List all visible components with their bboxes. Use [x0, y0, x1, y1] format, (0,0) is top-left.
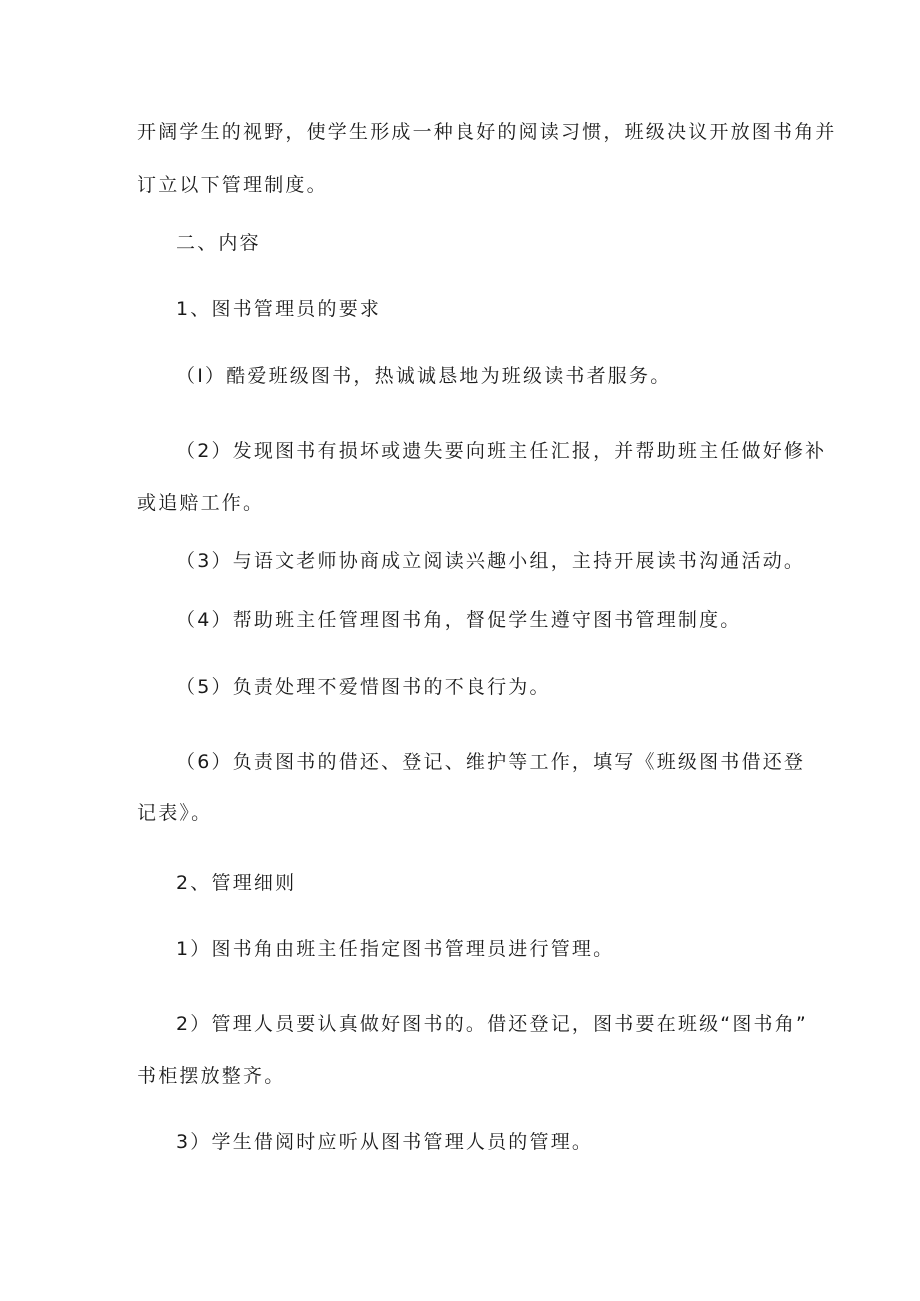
intro-line-1: 开阔学生的视野，使学生形成一种良好的阅读习惯，班级决议开放图书角并	[137, 121, 837, 143]
section-heading: 二、内容	[176, 232, 261, 254]
requirement-item-2-line-1: （2）发现图书有损坏或遗失要向班主任汇报，并帮助班主任做好修补	[176, 440, 827, 462]
rule-item-1: 1）图书角由班主任指定图书管理员进行管理。	[176, 938, 615, 960]
rule-item-2-line-1: 2）管理人员要认真做好图书的。借还登记，图书要在班级“图书角”	[176, 1013, 808, 1035]
sub-heading-librarian-requirements: 1、图书管理员的要求	[176, 298, 382, 320]
requirement-item-3: （3）与语文老师协商成立阅读兴趣小组，主持开展读书沟通活动。	[176, 550, 806, 572]
requirement-item-6-line-1: （6）负责图书的借还、登记、维护等工作，填写《班级图书借还登	[176, 751, 806, 773]
rule-item-2-line-2: 书柜摆放整齐。	[137, 1065, 286, 1087]
rule-item-3: 3）学生借阅时应听从图书管理人员的管理。	[176, 1131, 594, 1153]
sub-heading-management-rules: 2、管理细则	[176, 872, 297, 894]
requirement-item-6-line-2: 记表》。	[137, 802, 213, 824]
requirement-item-1: （I）酷爱班级图书，热诚诚恳地为班级读书者服务。	[176, 365, 672, 387]
requirement-item-2-line-2: 或追赔工作。	[137, 492, 265, 514]
intro-line-2: 订立以下管理制度。	[137, 174, 328, 196]
requirement-item-4: （4）帮助班主任管理图书角，督促学生遵守图书管理制度。	[176, 609, 742, 631]
requirement-item-5: （5）负责处理不爱惜图书的不良行为。	[176, 676, 551, 698]
